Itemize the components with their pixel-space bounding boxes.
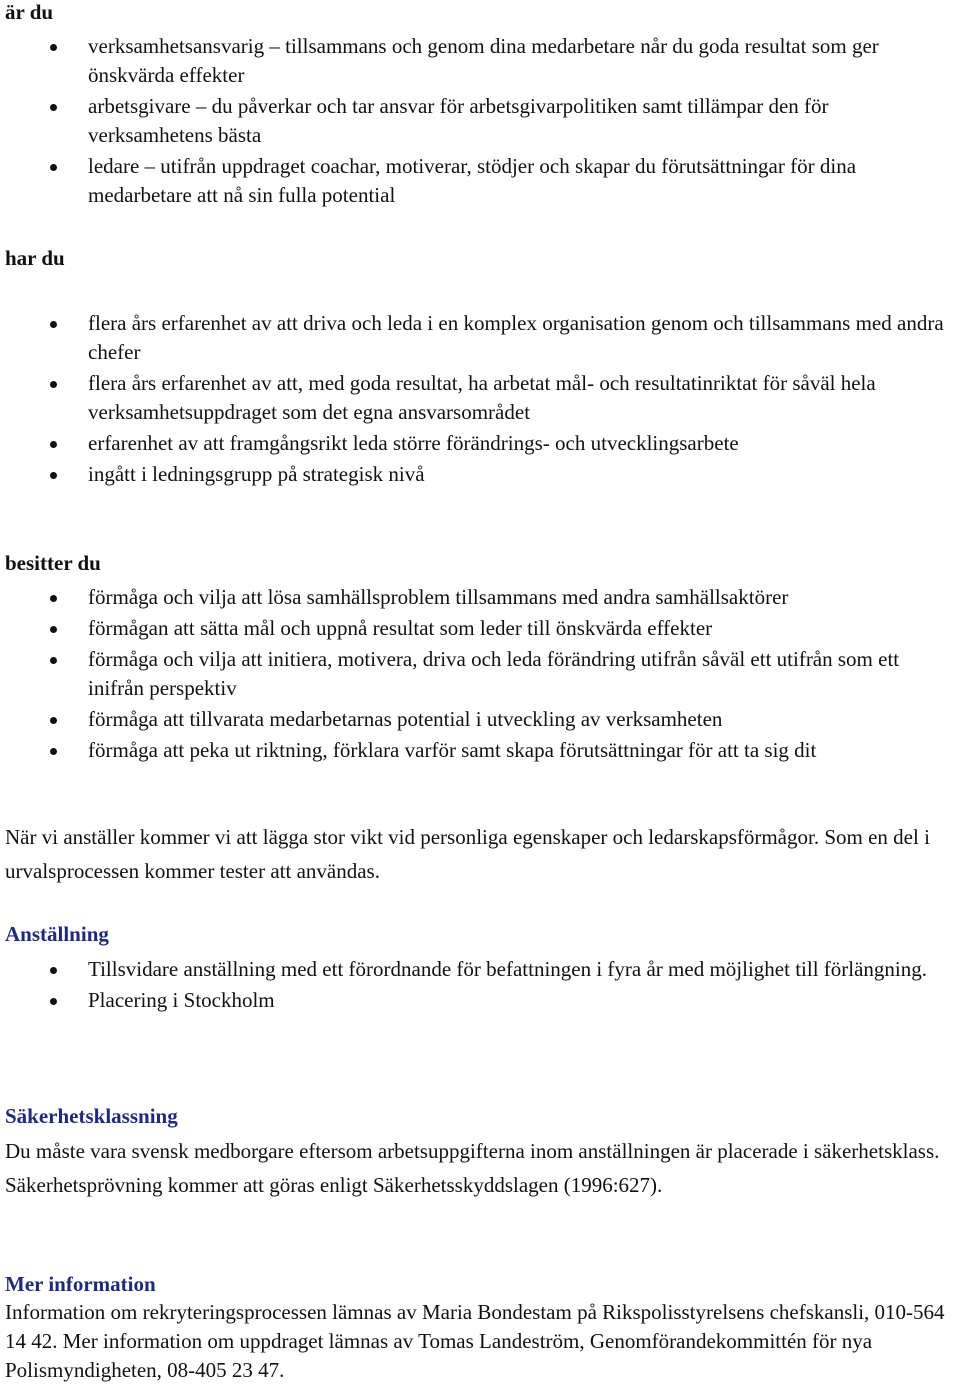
heading-anstallning: Anställning [5,922,109,946]
heading-besitter-du: besitter du [5,551,101,575]
list-besitter-du [0,583,960,767]
list-item-text: ingått i ledningsgrupp på strategisk nivå [88,462,425,486]
list-item [0,460,960,489]
list-item [0,614,960,643]
list-item-text: Tillsvidare anställning med ett förordnande för befattningen i fyra år med möjlighet till förlängning. [88,957,928,981]
list-item-text: förmåga och vilja att lösa samhällsproblem tillsammans med andra samhällsaktörer [88,585,789,609]
list-item [0,152,960,210]
paragraph-sakerhet: Du måste vara svensk medborgare eftersom arbetsuppgifterna inom anställningen är placerade i säkerhetsklass. Säkerhetsprövning kommer att göras enligt Säkerhetsskyddslagen (1996:627). [5,1139,940,1197]
list-item-text: förmågan att sätta mål och uppnå resultat som leder till önskvärda effekter [88,616,713,640]
list-item [0,32,960,90]
bullet-icon [50,717,57,724]
list-item-text: verksamhetsansvarig – tillsammans och genom dina medarbetare når du goda resultat som ger önskvärda effekter [88,34,879,87]
list-item [0,369,960,427]
list-item [0,92,960,150]
heading-ar-du: är du [5,0,54,24]
list-item [0,309,960,367]
list-item-text: flera års erfarenhet av att driva och leda i en komplex organisation genom och tillsammans med andra chefer [88,311,944,364]
list-item [0,645,960,703]
list-item [0,705,960,734]
bullet-icon [50,998,57,1005]
bullet-icon [50,104,57,111]
paragraph-intro: När vi anställer kommer vi att lägga stor vikt vid personliga egenskaper och ledarskapsförmågor. Som en del i urvalsprocessen kommer tester att användas. [5,825,930,883]
list-item [0,583,960,612]
list-ar-du [0,32,960,212]
heading-har-du: har du [5,246,65,270]
paragraph-mer-information: Information om rekryteringsprocessen lämnas av Maria Bondestam på Rikspolisstyrelsens chefskansli, 010-564 14 42. Mer information om uppdraget lämnas av Tomas Landeström, Genomförandekommittén för nya Polismyndigheten, 08-405 23 47. [5,1300,945,1382]
bullet-icon [50,472,57,479]
list-item-text: förmåga och vilja att initiera, motivera, driva och leda förändring utifrån såväl ett utifrån som ett inifrån perspektiv [88,647,900,700]
list-item-text: ledare – utifrån uppdraget coachar, motiverar, stödjer och skapar du förutsättningar för dina medarbetare att nå sin fulla potential [88,154,857,207]
bullet-icon [50,381,57,388]
list-item-text: flera års erfarenhet av att, med goda resultat, ha arbetat mål- och resultatinriktat för såväl hela verksamhetsuppdraget som det egna ansvarsområdet [88,371,876,424]
list-anstallning [0,955,960,1017]
list-item-text: arbetsgivare – du påverkar och tar ansvar för arbetsgivarpolitiken samt tillämpar den för verksamhetens bästa [88,94,829,147]
bullet-icon [50,164,57,171]
list-item-text: förmåga att tillvarata medarbetarnas potential i utveckling av verksamheten [88,707,723,731]
bullet-icon [50,748,57,755]
list-item-text: erfarenhet av att framgångsrikt leda större förändrings- och utvecklingsarbete [88,431,739,455]
bullet-icon [50,967,57,974]
list-item-text: Placering i Stockholm [88,988,275,1012]
list-har-du [0,309,960,491]
bullet-icon [50,441,57,448]
heading-mer-information: Mer information [5,1272,156,1296]
list-item [0,986,960,1015]
bullet-icon [50,595,57,602]
list-item [0,955,960,984]
bullet-icon [50,44,57,51]
list-item [0,736,960,765]
list-item [0,429,960,458]
heading-sakerhetsklassning: Säkerhetsklassning [5,1104,178,1128]
bullet-icon [50,657,57,664]
list-item-text: förmåga att peka ut riktning, förklara varför samt skapa förutsättningar för att ta sig dit [88,738,817,762]
bullet-icon [50,626,57,633]
bullet-icon [50,321,57,328]
